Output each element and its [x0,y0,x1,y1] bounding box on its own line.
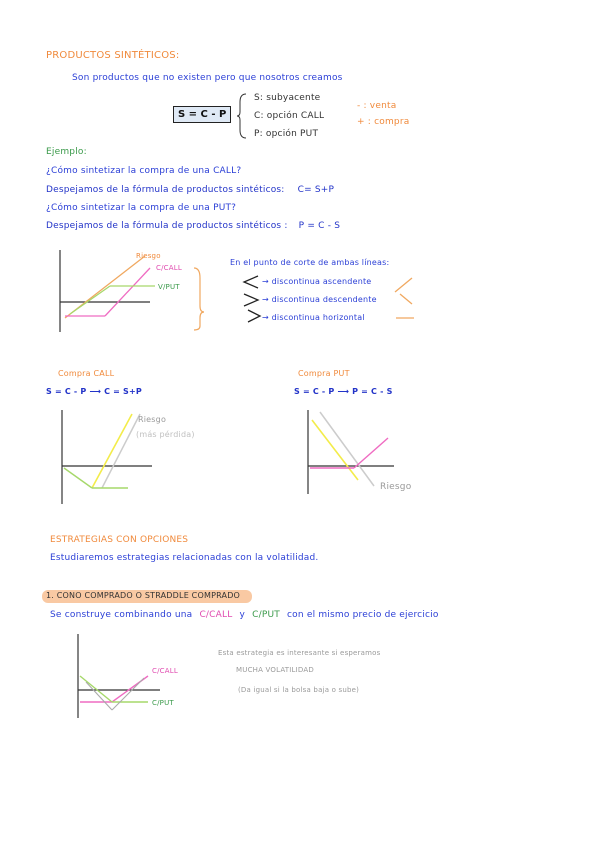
answer-put-text: Despejamos de la fórmula de productos sintéticos : [46,221,288,231]
cut-item-2-label: discontinua descendente [271,295,377,304]
straddle-desc-y: y [239,610,246,620]
straddle-description [50,610,439,620]
straddle-chart [72,632,182,722]
descending-icon [400,294,412,304]
synthetic-chart [50,246,210,336]
answer-call-formula: C= S+P [297,185,335,195]
straddle-desc-suffix: con el mismo precio de ejercicio [287,610,439,620]
cut-item-horizontal: → discontinua horizontal [262,313,365,322]
answer-call-text: Despejamos de la fórmula de productos sintéticos: [46,185,285,195]
intro-text: Son productos que no existen pero que nosotros creamos [72,73,343,83]
compra-call-riesgo-label: Riesgo [138,415,167,424]
straddle-desc-ccall: C/CALL [199,610,233,620]
straddle-ccall-label: C/CALL [152,667,178,675]
cut-item-descendente: → discontinua descendente [262,295,377,304]
straddle-heading: 1. CONO COMPRADO O STRADDLE COMPRADO [46,591,241,600]
sign-compra: + : compra [357,117,410,127]
compra-put-title: Compra PUT [298,369,350,378]
ccall-rise [105,268,150,316]
straddle-desc-prefix: Se construye combinando una [50,610,193,620]
compra-call-yellow-line [92,414,132,488]
example-answer-put [46,221,340,231]
cut-point-title: En el punto de corte de ambas líneas: [230,258,390,267]
curly-brace-icon [236,92,248,140]
compra-call-riesgo-line [102,414,140,488]
def-put: P: opción PUT [254,129,319,139]
cut-item-1-label: discontinua ascendente [271,277,372,286]
cut-item-3-label: discontinua horizontal [271,313,365,322]
section2-intro: Estudiaremos estrategias relacionadas con la volatilidad. [50,553,319,563]
def-call: C: opción CALL [254,111,325,121]
straddle-note-2: MUCHA VOLATILIDAD [236,666,314,674]
compra-put-riesgo-line [320,412,374,486]
compra-call-formula: S = C - P ⟶ C = S+P [46,387,142,396]
vput-rise [70,286,110,314]
section-title-productos: PRODUCTOS SINTÉTICOS: [46,50,180,61]
bracket-icon [194,268,204,330]
compra-call-title: Compra CALL [58,369,115,378]
example-answer-call [46,185,334,195]
compra-put-formula: S = C - P ⟶ P = C - S [294,387,393,396]
sign-venta: - : venta [357,101,397,111]
example-question-put: ¿Cómo sintetizar la compra de una PUT? [46,203,237,213]
compra-put-yellow-line [312,420,358,480]
answer-put-formula: P = C - S [298,221,341,231]
straddle-cput-label: C/PUT [152,699,174,707]
compra-call-note: (más pérdida) [136,430,195,439]
chart1-ccall-label: C/CALL [156,264,182,272]
straddle-note-3: (Da igual si la bolsa baja o sube) [238,686,360,694]
synthetic-formula-box [173,106,231,123]
ascending-icon [395,278,412,292]
def-subyacente: S: subyacente [254,93,321,103]
chart1-riesgo-label: Riesgo [136,252,161,260]
straddle-note-1: Esta estrategia es interesante si esperamos [218,649,381,657]
straddle-desc-cput: C/PUT [252,610,280,620]
section-title-estrategias: ESTRATEGIAS CON OPCIONES [50,535,189,545]
compra-put-riesgo-label: Riesgo [380,482,412,492]
cut-item-ascendente: → discontinua ascendente [262,277,372,286]
synthetic-formula: S = C - P [178,109,227,120]
chart1-vput-label: V/PUT [158,283,180,291]
example-label: Ejemplo: [46,147,87,157]
example-question-call: ¿Cómo sintetizar la compra de una CALL? [46,166,242,176]
